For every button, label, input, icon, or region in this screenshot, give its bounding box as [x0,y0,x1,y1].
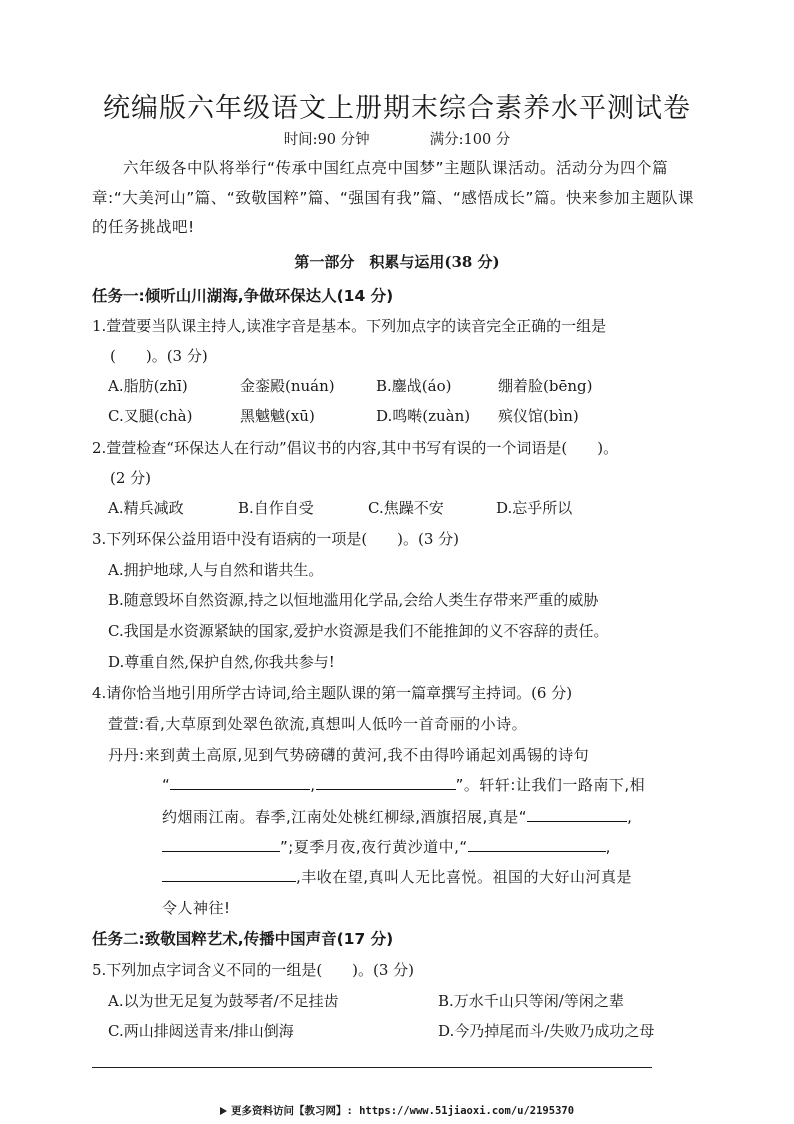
footer-text: 更多资料访问【教习网】: https://www.51jiaoxi.com/u/2195370 [230,1105,575,1117]
comma: , [627,808,633,826]
intro-paragraph: 六年级各中队将举行“传承中国红点亮中国梦”主题队课活动。活动分为四个篇章:“大美河山”篇、“致敬国粹”篇、“强国有我”篇、“感悟成长”篇。快来参加主题队课的任务挑战吧! [92,159,694,236]
option-d: D.尊重自然,保护自然,你我共参与! [108,653,335,671]
footer-link[interactable] [0,1103,794,1118]
exam-time: 时间:90 分钟 [283,132,370,148]
flag-icon [220,1107,227,1115]
option-d: D.今乃掉尾而斗/失败乃成功之母 [438,1022,655,1040]
option-b-word: 绷着脸(bēng) [498,377,593,395]
option-a: A.精兵减政 [108,499,184,517]
option-c: C.叉腿(chà) [108,407,193,425]
answer-blank[interactable] [162,837,280,852]
page-title: 统编版六年级语文上册期末综合素养水平测试卷 [103,93,691,124]
dialogue-text: ,丰收在望,真叫人无比喜悦。祖国的大好山河真是 [296,868,633,886]
question-stem: 2.萱萱检查“环保达人在行动”倡议书的内容,其中书写有误的一个词语是( )。 [92,439,619,457]
part-heading: 第一部分 积累与运用(38 分) [294,253,500,271]
option-a: A.脂肪(zhī) [108,377,188,395]
exam-meta [0,128,794,149]
dialogue-line [162,836,611,857]
option-d-word: 殡仪馆(bìn) [498,407,579,425]
dialogue-line: 丹丹:来到黄土高原,见到气势磅礴的黄河,我不由得吟诵起刘禹锡的诗句 [108,746,590,764]
dialogue-line [162,866,632,887]
option-c: C.焦躁不安 [368,499,444,517]
dialogue-line [162,806,632,827]
option-a: A.拥护地球,人与自然和谐共生。 [108,561,324,579]
question-stem: 5.下列加点字词含义不同的一组是( )。(3 分) [92,961,415,979]
footer-divider [92,1067,652,1068]
answer-blank[interactable] [527,807,627,822]
dialogue-text: ”。轩轩:让我们一路南下,相 [455,776,646,794]
dialogue-line [162,774,645,795]
option-b: B.随意毁坏自然资源,持之以恒地滥用化学品,会给人类生存带来严重的威胁 [108,591,599,609]
question-stem-cont: ( )。(3 分) [110,347,208,365]
answer-blank[interactable] [316,775,456,790]
option-c: C.两山排闼送青来/排山倒海 [108,1022,294,1040]
dialogue-text: ”;夏季月夜,夜行黄沙道中,“ [280,838,468,856]
option-a-word: 金銮殿(nuán) [240,377,335,395]
dialogue-line: 令人神往! [162,899,231,917]
answer-blank[interactable] [170,775,310,790]
exam-score: 满分:100 分 [429,132,511,148]
dialogue-text: 约烟雨江南。春季,江南处处桃红柳绿,酒旗招展,真是“ [162,808,528,826]
question-stem: 3.下列环保公益用语中没有语病的一项是( )。(3 分) [92,530,460,548]
answer-blank[interactable] [162,867,296,882]
comma: , [605,838,611,856]
option-d: D.忘乎所以 [496,499,573,517]
question-score: (2 分) [110,469,152,487]
quote-open: “ [162,776,171,794]
answer-blank[interactable] [468,837,606,852]
question-stem: 1.萱萱要当队课主持人,读准字音是基本。下列加点字的读音完全正确的一组是 [92,317,607,335]
option-b: B.万水千山只等闲/等闲之辈 [438,992,624,1010]
question-stem: 4.请你恰当地引用所学古诗词,给主题队课的第一篇章撰写主持词。(6 分) [92,684,573,702]
option-a: A.以为世无足复为鼓琴者/不足挂齿 [108,992,339,1010]
option-b: B.自作自受 [238,499,314,517]
option-b: B.鏖战(áo) [376,377,452,395]
option-c: C.我国是水资源紧缺的国家,爱护水资源是我们不能推卸的义不容辞的责任。 [108,622,609,640]
task-heading: 任务一:倾听山川湖海,争做环保达人(14 分) [92,287,394,305]
option-c-word: 黑魆魆(xū) [240,407,315,425]
dialogue-line: 萱萱:看,大草原到处翠色欲流,真想叫人低吟一首奇丽的小诗。 [108,715,528,733]
comma: , [310,776,316,794]
task-heading: 任务二:致敬国粹艺术,传播中国声音(17 分) [92,930,394,948]
option-d: D.鸣啭(zuàn) [376,407,471,425]
